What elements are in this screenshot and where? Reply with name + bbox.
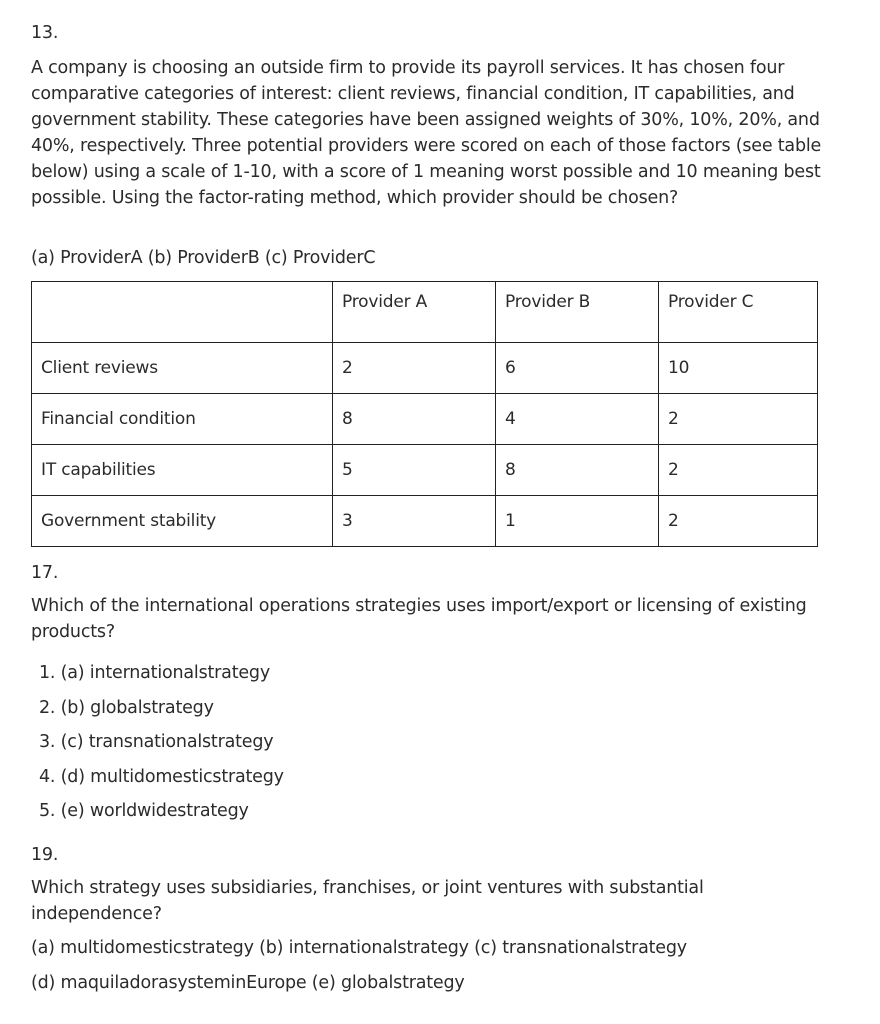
table-header-cell: Provider B — [496, 282, 659, 343]
option-item: 1. (a) internationalstrategy — [39, 663, 270, 683]
table-cell: 6 — [496, 343, 659, 394]
table-cell: 2 — [659, 445, 818, 496]
table-cell: 2 — [659, 394, 818, 445]
table-cell: 4 — [496, 394, 659, 445]
table-cell: 2 — [333, 343, 496, 394]
table-cell: Client reviews — [32, 343, 333, 394]
option-item: 3. (c) transnationalstrategy — [39, 732, 274, 752]
table-cell: 1 — [496, 496, 659, 547]
table-cell: 2 — [659, 496, 818, 547]
table-header-cell: Provider C — [659, 282, 818, 343]
table-cell: Government stability — [32, 496, 333, 547]
question-13-text: A company is choosing an outside firm to provide its payroll services. It has chosen four comparative categories of interest: client reviews, financial condition, IT capabilities, and government stability. These categories have been assigned weights of 30%, 10%, 20%, and 40%, respectively. Three potential providers were scored on each of those factors (see table below) using a scale of 1-10, with a score of 1 meaning worst possible and 10 meaning best possible. Using the factor-rating method, which provider should be chosen? — [31, 58, 822, 208]
table-cell: 5 — [333, 445, 496, 496]
option-item: 2. (b) globalstrategy — [39, 697, 214, 718]
table-cell: 8 — [333, 394, 496, 445]
question-19-options-line1: (a) multidomesticstrategy (b) internationalstrategy (c) transnationalstrategy — [31, 938, 687, 958]
table-cell: 8 — [496, 445, 659, 496]
table-cell: IT capabilities — [32, 445, 333, 496]
table-row — [32, 445, 818, 496]
table-row — [32, 343, 818, 394]
table-cell: 3 — [333, 496, 496, 547]
option-item: 5. (e) worldwidestrategy — [39, 801, 249, 821]
option-item: 4. (d) multidomesticstrategy — [39, 766, 284, 787]
table-cell: 10 — [659, 343, 818, 394]
question-19-options-line2: (d) maquiladorasysteminEurope (e) globalstrategy — [31, 973, 465, 993]
question-13-options: (a) ProviderA (b) ProviderB (c) ProviderC — [31, 248, 376, 268]
table-header-cell — [32, 282, 333, 343]
question-17-options — [31, 656, 830, 829]
question-19-number: 19. — [31, 845, 59, 865]
table-header-row — [32, 282, 818, 343]
question-17-number: 17. — [31, 563, 59, 583]
provider-scores-table — [31, 281, 818, 547]
question-17-text: Which of the international operations strategies uses import/export or licensing of existing products? — [31, 596, 807, 642]
table-cell: Financial condition — [32, 394, 333, 445]
question-19-text: Which strategy uses subsidiaries, franchises, or joint ventures with substantial independence? — [31, 878, 704, 924]
table-row — [32, 496, 818, 547]
table-row — [32, 394, 818, 445]
table-header-cell: Provider A — [333, 282, 496, 343]
question-13-number: 13. — [31, 23, 59, 43]
